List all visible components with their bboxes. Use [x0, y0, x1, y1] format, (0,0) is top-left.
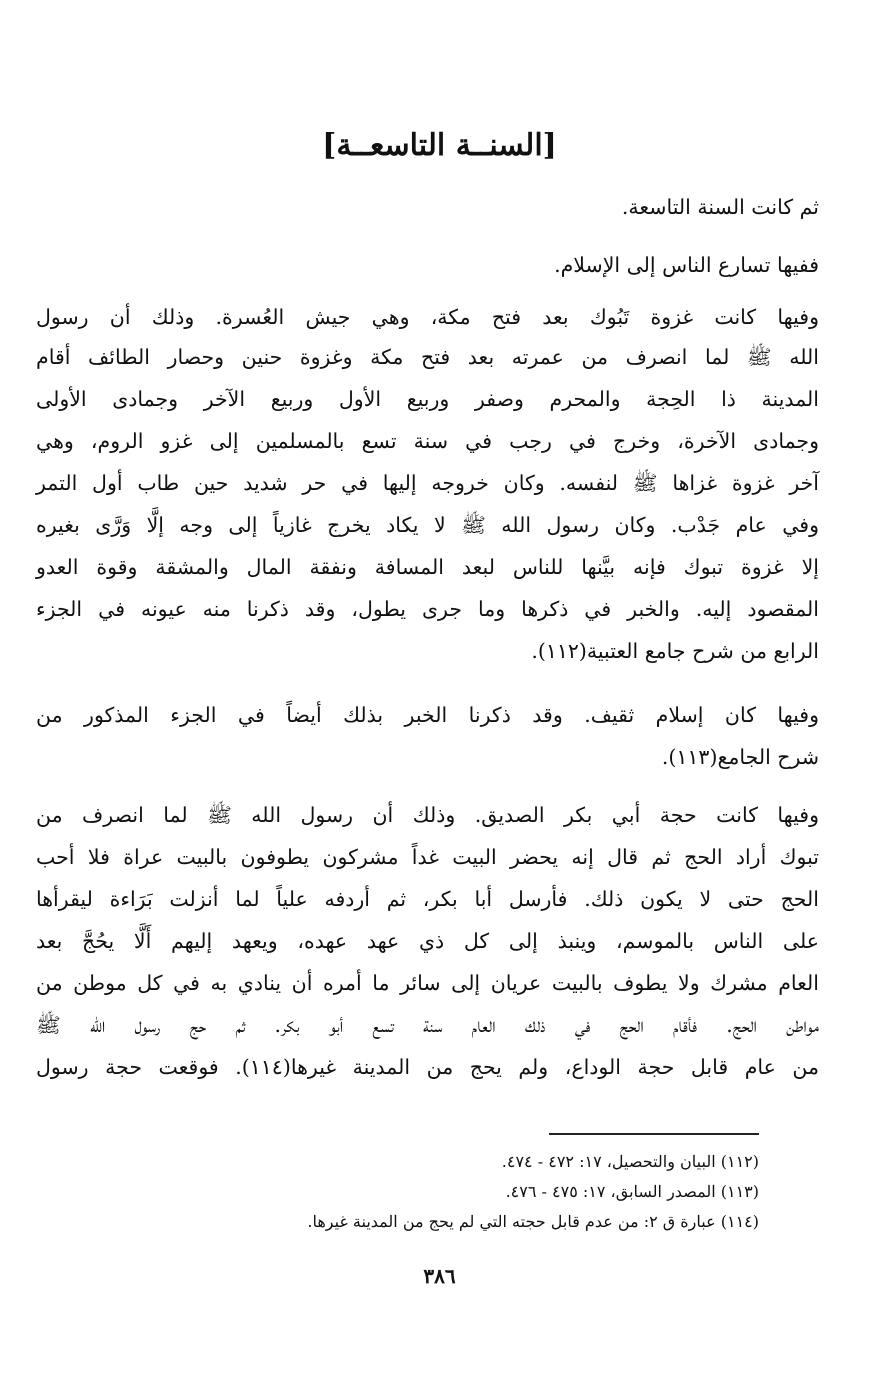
text-line: الله ﷺ لما انصرف من عمرته بعد فتح مكة وغزوة حنين وحصار الطائف أقام — [36, 345, 819, 369]
text-line: من عام قابل حجة الوداع، ولم يحج من المدينة غيرها(١١٤). فوقعت حجة رسول — [36, 1055, 819, 1079]
text-line: وفيها كانت حجة أبي بكر الصديق. وذلك أن رسول الله ﷺ لما انصرف من — [36, 803, 819, 827]
text-line: وفيها كان إسلام ثقيف. وقد ذكرنا الخبر بذلك أيضاً في الجزء المذكور من — [36, 703, 819, 727]
footnote: (١١٢) البيان والتحصيل، ١٧: ٤٧٢ - ٤٧٤. — [501, 1152, 759, 1171]
text-line: وفي عام جَدْب. وكان رسول الله ﷺ لا يكاد يخرج غازياً إلى وجه إلَّا وَرَّى بغيره — [36, 513, 819, 537]
page-number: ٣٨٦ — [423, 1264, 456, 1288]
text-line: العام مشرك ولا يطوف بالبيت عريان إلى سائر ما أمره أن ينادي به في كل موطن من — [36, 971, 819, 995]
text-line: الحج حتى لا يكون ذلك. فأرسل أبا بكر، ثم أردفه علياً لما أنزلت بَرَاءة ليقرأها — [36, 887, 819, 911]
text-line: تبوك أراد الحج ثم قال إنه يحضر البيت غداً مشركون يطوفون بالبيت عراة فلا أحب — [36, 845, 819, 869]
text-line: على الناس بالموسم، وينبذ إلى كل ذي عهد عهده، ويعهد إليهم أَلَّا يحُجَّ بعد — [36, 929, 819, 953]
text-line: إلا غزوة تبوك فإنه بيَّنها للناس لبعد المسافة ونفقة المال والمشقة وقوة العدو — [36, 555, 819, 579]
section-heading: [السنــة التاسعــة] — [322, 128, 557, 163]
footnote: (١١٤) عبارة ق ٢: من عدم قابل حجته التي لم يحج من المدينة غيرها. — [307, 1212, 759, 1231]
text-line: آخر غزوة غزاها ﷺ لنفسه. وكان خروجه إليها في حر شديد حين طاب أول التمر — [36, 471, 819, 495]
text-line: مواطن الحج. فأقام الحج في ذلك العام سنة تسع أبو بكر. ثم حج رسول الله ﷺ — [36, 1013, 819, 1037]
text-line: الرابع من شرح جامع العتبية(١١٢). — [531, 639, 819, 663]
text-line: وجمادى الآخرة، وخرج في رجب في سنة تسع بالمسلمين إلى غزو الروم، وهي — [36, 429, 819, 453]
text-line: ففيها تسارع الناس إلى الإسلام. — [554, 253, 819, 277]
text-line: المدينة ذا الحِجة والمحرم وصفر وربيع الأول وربيع الآخر وجمادى الأولى — [36, 387, 819, 411]
text-line: وفيها كانت غزوة تَبُوك بعد فتح مكة، وهي جيش العُسرة. وذلك أن رسول — [36, 305, 819, 329]
text-line: شرح الجامع(١١٣). — [661, 745, 819, 769]
footnote-divider — [549, 1133, 759, 1135]
text-line: ثم كانت السنة التاسعة. — [621, 195, 819, 219]
footnote: (١١٣) المصدر السابق، ١٧: ٤٧٥ - ٤٧٦. — [505, 1182, 759, 1201]
text-line: المقصود إليه. والخبر في ذكرها وما جرى يطول، وقد ذكرنا منه عيونه في الجزء — [36, 597, 819, 621]
